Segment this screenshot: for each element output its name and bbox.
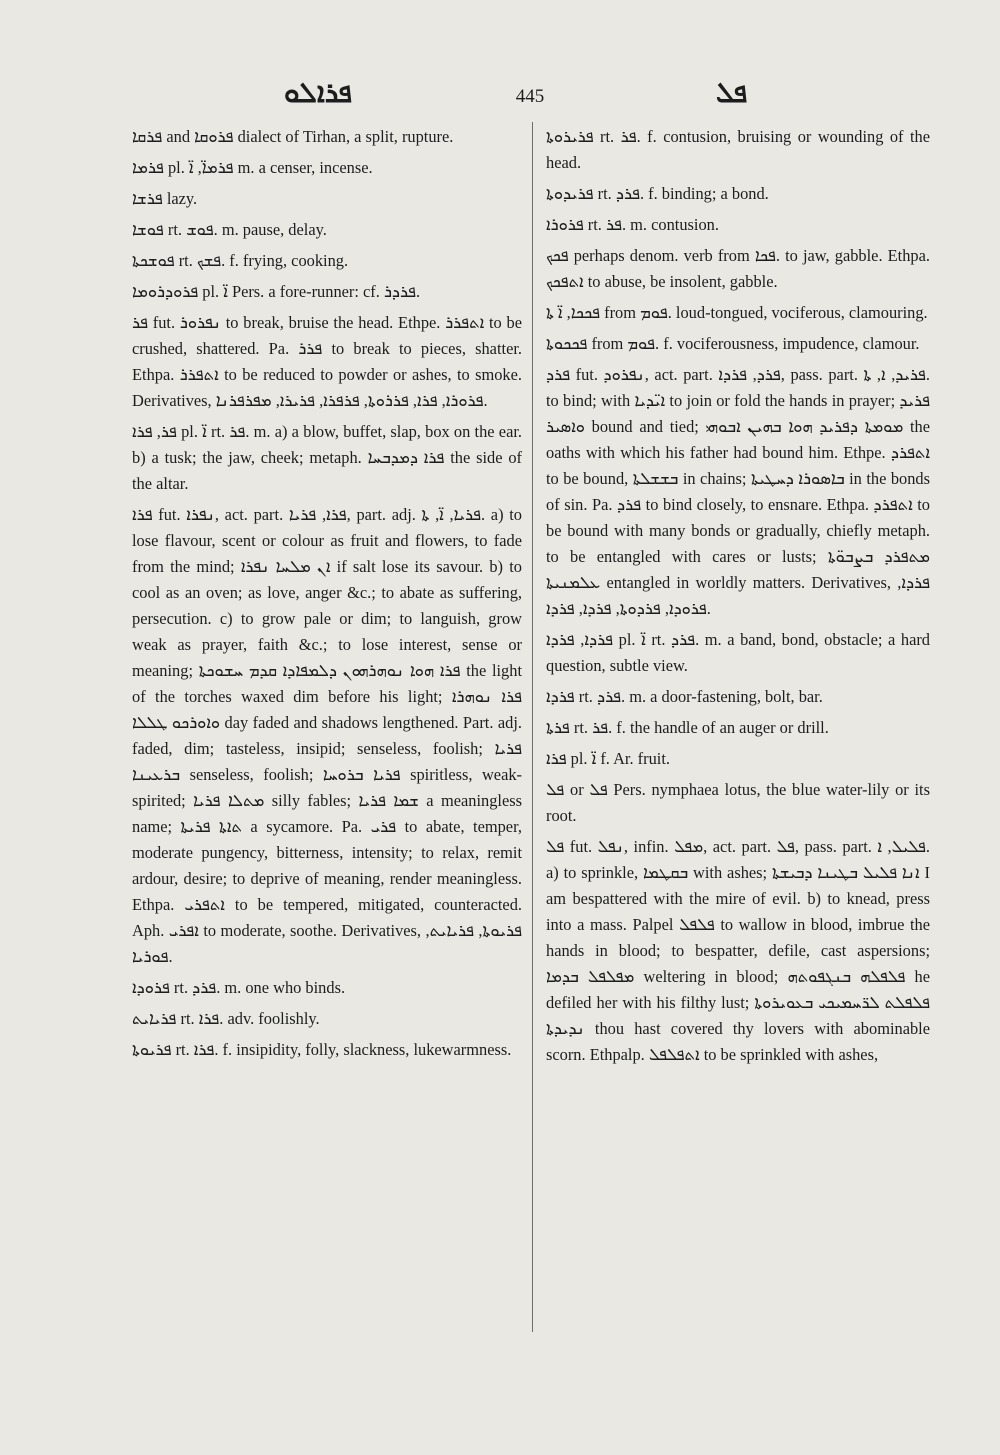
dictionary-entry: ܦܟܟܐ, ܐ̈ ܬܐ from ܦܘܡ. loud-tongued, vociferous, clamouring. — [546, 303, 928, 322]
running-head-right: ܦܠ — [716, 78, 748, 109]
dictionary-entry: ܦܘܫܐ rt. ܦܘܫ. m. pause, delay. — [132, 220, 327, 239]
right-column — [546, 124, 930, 1073]
dictionary-entry: ܦܪܕܐ rt. ܦܪܕ. m. a door-fastening, bolt, bar. — [546, 687, 823, 706]
dictionary-entry: ܦܪܫܐ lazy. — [132, 189, 198, 208]
dictionary-entry: ܦܪܐ fut. ܢܦܪܐ, act. part. ܦܪܐ, ܦܪܝܐ, part. adj. ܦܪܝܐ, ܐ̈, ܬܐ. a) to lose flavour, scent or colour as fruit and flowers, to fade from the mind; ܐܢ ܡܠܚܐ ܢܦܪܐ if salt lose its savour. b) to cool as an oven; as love, anger &c.; to abate as suffering, persecution. c) to grow pale or dim; to languish, grow weak as prayer, faith &c.; to lose interest, sense or meaning; ܦܪܐ ܗܘܐ ܢܘܗܪܗܘܢ ܕܠܡܦܐܕܐ ܩܕܡ ܚܫܘܟܬܐ the light of the torches waxed dim before his light; ܦܪܐ ܢܘܗܪܐ ܘܐܘܪܟܘ ܛܠܠܐ day faded and shadows lengthened. Part. adj. faded, dim; tasteless, insipid; senseless, foolish; ܦܪܝܐ ܒܪܥܝܢܐ senseless, foolish; ܦܪܝܐ ܒܪܘܚܐ spiritless, weak-spirited; ܡܬܠܐ ܦܪܝܐ silly fables; ܫܡܐ ܦܪܝܐ a meaningless name; ܬܐܬܐ ܦܪܝܬܐ a sycamore. Pa. ܦܪܝ to abate, temper, moderate pungency, bitterness, intensity; to relax, remit ardour, desire; to deprive of meaning, render meaningless. Ethpa. ܐܬܦܪܝ to be tempered, mitigated, counteracted. Aph. ܐܦܪܝ to moderate, soothe. Derivatives, ܦܪܝܘܬܐ, ܦܪܝܐܝܬ, ܦܘܪܝܐ. — [132, 505, 522, 966]
column-divider — [532, 122, 533, 1332]
dictionary-entry: ܦܪܕ fut. ܢܦܪܘܕ, act. part. ܦܪܕ, ܦܪܕܐ, pass. part. ܦܪܝܕ, ܐ, ܬܐ. to bind; with ܐܝ̈ܕܝܐ to join or fold the hands in prayer; ܦܪܝܕ ܘܐܣܝܪ bound and tied; ܡܘܡܬܐ ܕܦܪܝܕ ܗܘܐ ܒܗܝܢ ܐܒܘܗܝ the oaths with which his father had bound him. Ethpe. ܐܬܦܪܕ to be bound, ܒܫܫܠܬܐ in chains; ܒܐܣܘܪܐ ܕܚܛܝܬܐ in the bonds of sin. Pa. ܦܪܕ to bind closely, to ensnare. Ethpa. ܐܬܦܪܕ to be bound with many bonds or gradually, chiefly metaph. to be entangled with cares or lusts; ܡܬܦܪܕ ܒܨܒܘ̈ܬܐ ܥܠܡܢܝܬܐ entangled in worldly matters. Derivatives, ܦܪܕܐ, ܦܪܘܕܐ, ܦܪܕܘܬܐ, ܦܪܕܐ, ܦܪܕܐ. — [546, 365, 931, 618]
dictionary-entry: ܦܪܝܘܬܐ rt. ܦܪܐ. f. insipidity, folly, slackness, lukewarmness. — [132, 1040, 512, 1059]
page-number: 445 — [515, 86, 545, 107]
dictionary-entry: ܦܪܘܕܐ rt. ܦܪܕ. m. one who binds. — [132, 978, 346, 997]
dictionary-entry: ܦܪܐ pl. ܐ̈ f. Ar. fruit. — [546, 749, 670, 768]
dictionary-entry: ܦܟܟܘܬܐ from ܦܘܡ. f. vociferousness, impudence, clamour. — [546, 334, 920, 353]
dictionary-entry: ܦܪܝܕܘܬܐ rt. ܦܪܕ. f. binding; a bond. — [546, 184, 769, 203]
left-column — [132, 124, 522, 1068]
dictionary-entry: ܦܪܝܐܝܬ rt. ܦܪܐ. adv. foolishly. — [132, 1009, 320, 1028]
dictionary-entry: ܦܪܕܐ, ܦܪܕܐ pl. ܐ̈ rt. ܦܪܕ. m. a band, bond, obstacle; a hard question, subtle view. — [546, 630, 931, 675]
dictionary-entry: ܦܠ or ܦܠ Pers. nymphaea lotus, the blue water-lily or its root. — [546, 780, 930, 825]
dictionary-entry: ܦܪܘܪܐ rt. ܦܪ. m. contusion. — [546, 215, 719, 234]
running-head-left: ܦܪܐܠܘ — [284, 78, 352, 109]
dictionary-entry: ܦܪܝܪܘܬܐ rt. ܦܪ. f. contusion, bruising or wounding of the head. — [546, 127, 931, 172]
dictionary-entry: ܦܪ fut. ܢܦܪܘܪ to break, bruise the head. Ethpe. ܐܬܦܪܪ to be crushed, shattered. Pa. ܦܪܪ to break to pieces, shatter. Ethpa. ܐܬܦܪܪ to be reduced to powder or ashes, to smoke. Derivatives, ܦܪܘܪܐ, ܦܪܐ, ܦܪܪܘܬܐ, ܦܪܦܪܐ, ܦܪܝܪܐ, ܡܦܪܦܪܢܐ. — [132, 313, 522, 410]
dictionary-entry: ܦܪܩܐ and ܦܪܘܩܐ dialect of Tirhan, a split, rupture. — [132, 127, 454, 146]
dictionary-entry: ܦܠ fut. ܢܦܠ, infin. ܡܦܠ, act. part. ܦܠ, pass. part. ܦܠܝܠ, ܐ. a) to sprinkle, ܒܩܛܡܐ with ashes; ܐܢܐ ܦܠܝܠ ܒܛܝܢܐ ܕܒܝܫܬܐ I am bespattered with the mire of evil. b) to knead, press into a mass. Palpel ܦܠܦܠ to wallow in blood, imbrue the hands in blood; to bespatter, defile, cast aspersions; ܡܦܠܦܠ ܒܕܡܐ weltering in blood; ܦܠܦܠܗ ܒܢܓܦܘܬܗ he defiled her with his filthy lust; ܦܠܦܠܬ ܠܪ̈ܚܡܝܟܝ ܒܥܘܝܪܘܬܐ ܢܕܝܕܬܐ thou hast covered thy lovers with abominable scorn. Ethpalp. ܐܬܦܠܦܠ to be sprinkled with ashes, — [546, 837, 930, 1064]
dictionary-entry: ܦܘܫܟܬܐ rt. ܦܫܟ. f. frying, cooking. — [132, 251, 349, 270]
dictionary-entry: ܦܟܟ perhaps denom. verb from ܦܟܐ. to jaw, gabble. Ethpa. ܐܬܦܟܟ to abuse, be insolent, gabble. — [546, 246, 930, 291]
dictionary-entry: ܦܪܘܕܪܘܡܐ pl. ܐ̈ Pers. a fore-runner: cf. ܦܪܕܪ. — [132, 282, 421, 301]
dictionary-entry: ܦܪܬܐ rt. ܦܪ. f. the handle of an auger or drill. — [546, 718, 829, 737]
dictionary-entry: ܦܪܡܐ pl. ܦܪܡܐ̈, ܐ̈ m. a censer, incense. — [132, 158, 373, 177]
dictionary-entry: ܦܪ, ܦܪܐ pl. ܐ̈ rt. ܦܪ. m. a) a blow, buffet, slap, box on the ear. b) a tusk; the jaw, cheek; metaph. ܦܪܐ ܕܡܕܒܚܐ the side of the altar. — [132, 422, 523, 493]
